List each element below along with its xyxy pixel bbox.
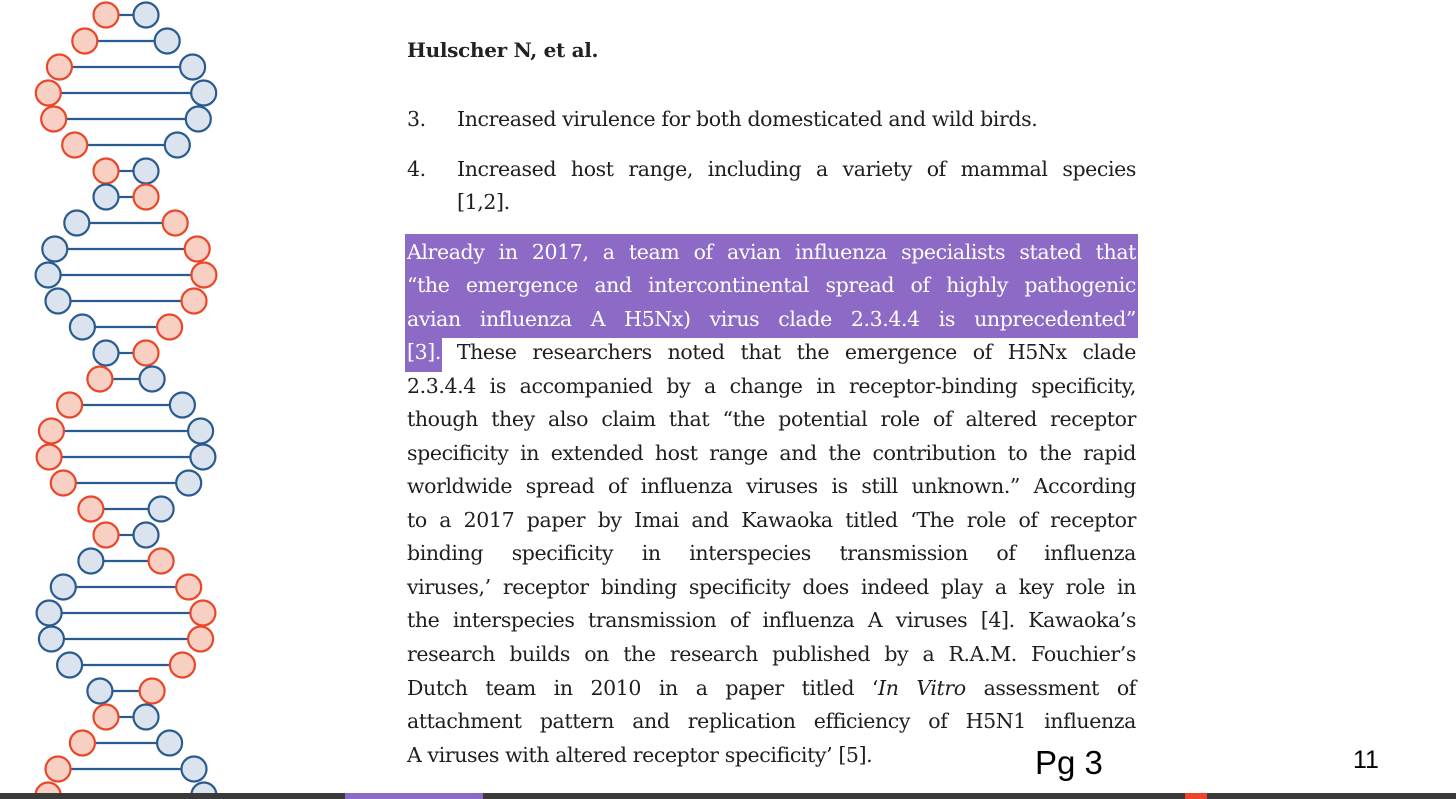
dna-node — [134, 159, 159, 184]
dna-node — [188, 419, 213, 444]
list-item-text: [1,2]. — [457, 190, 510, 214]
italic-title: In Vitro — [878, 676, 966, 700]
paragraph-line-selected[interactable]: avian influenza A H5Nx) virus clade 2.3.4.4 is unprecedented” — [407, 307, 1136, 331]
dna-node — [157, 731, 182, 756]
list-item-text: Increased host range, including a variety of mammal species — [457, 157, 1136, 181]
dna-node — [57, 653, 82, 678]
dna-node — [36, 263, 61, 288]
page-number: 11 — [1353, 746, 1379, 774]
dna-node — [46, 289, 71, 314]
dna-node — [47, 55, 72, 80]
dna-node — [140, 367, 165, 392]
dna-node — [157, 315, 182, 340]
dna-node — [155, 29, 180, 54]
dna-node — [36, 81, 61, 106]
dna-node — [37, 445, 62, 470]
dna-node — [140, 679, 165, 704]
dna-node — [70, 315, 95, 340]
dna-node — [46, 757, 71, 782]
paragraph-line: to a 2017 paper by Imai and Kawaoka titled ‘The role of receptor — [407, 508, 1136, 532]
paragraph-line: attachment pattern and replication efficiency of H5N1 influenza — [407, 709, 1136, 733]
taskbar — [0, 793, 1456, 799]
paragraph-line-selected[interactable]: “the emergence and intercontinental spread of highly pathogenic — [407, 273, 1136, 297]
dna-node — [186, 107, 211, 132]
dna-node — [134, 3, 159, 28]
dna-node — [51, 575, 76, 600]
paragraph-line-text: Dutch team in 2010 in a paper titled ‘ — [407, 676, 878, 700]
dna-node — [37, 601, 62, 626]
dna-node — [165, 133, 190, 158]
dna-node — [170, 653, 195, 678]
dna-node — [94, 705, 119, 730]
dna-node — [176, 471, 201, 496]
dna-node — [39, 419, 64, 444]
dna-node — [62, 133, 87, 158]
dna-node — [94, 3, 119, 28]
dna-node — [94, 159, 119, 184]
list-item-number: 4. — [407, 157, 426, 181]
paragraph-line — [407, 335, 1136, 369]
dna-node — [134, 341, 159, 366]
dna-helix-icon — [0, 0, 230, 799]
paragraph-line: worldwide spread of influenza viruses is still unknown.” According — [407, 474, 1136, 498]
paragraph-line-text: assessment of — [965, 676, 1136, 700]
paragraph-selected-tail[interactable]: [3]. — [407, 340, 441, 364]
dna-node — [182, 289, 207, 314]
running-header: Hulscher N, et al. — [407, 38, 599, 62]
dna-node — [180, 55, 205, 80]
dna-node — [191, 81, 216, 106]
paragraph-line: viruses,’ receptor binding specificity does indeed play a key role in — [407, 575, 1136, 599]
dna-node — [42, 237, 67, 262]
paragraph-line-text: These researchers noted that the emergence of H5Nx clade — [440, 340, 1136, 364]
dna-node — [78, 549, 103, 574]
dna-node — [163, 211, 188, 236]
dna-node — [185, 237, 210, 262]
dna-node — [72, 29, 97, 54]
taskbar-active-item[interactable] — [345, 793, 483, 799]
dna-node — [94, 185, 119, 210]
dna-node — [134, 705, 159, 730]
paragraph-line: the interspecies transmission of influenza A viruses [4]. Kawaoka’s — [407, 608, 1136, 632]
list-item-number: 3. — [407, 107, 426, 131]
dna-node — [51, 471, 76, 496]
paragraph-line — [407, 671, 1136, 705]
paragraph-line: research builds on the research published by a R.A.M. Fouchier’s — [407, 642, 1136, 666]
dna-node — [134, 523, 159, 548]
dna-node — [149, 549, 174, 574]
paragraph-line: A viruses with altered receptor specificity’ [5]. — [407, 743, 873, 767]
dna-node — [57, 393, 82, 418]
dna-node — [176, 575, 201, 600]
dna-node — [78, 497, 103, 522]
dna-node — [94, 523, 119, 548]
paragraph-line: 2.3.4.4 is accompanied by a change in receptor-binding specificity, — [407, 374, 1136, 398]
paragraph-line: specificity in extended host range and the contribution to the rapid — [407, 441, 1136, 465]
taskbar-record-indicator[interactable] — [1185, 793, 1207, 799]
page-label: Pg 3 — [1035, 744, 1103, 781]
dna-node — [134, 185, 159, 210]
dna-node — [64, 211, 89, 236]
dna-node — [191, 263, 216, 288]
dna-node — [39, 627, 64, 652]
dna-node — [190, 601, 215, 626]
paragraph-line-selected[interactable]: Already in 2017, a team of avian influenza specialists stated that — [407, 240, 1136, 264]
dna-node — [70, 731, 95, 756]
paragraph-line: binding specificity in interspecies transmission of influenza — [407, 541, 1136, 565]
dna-node — [87, 679, 112, 704]
dna-node — [149, 497, 174, 522]
list-item-text: Increased virulence for both domesticated and wild birds. — [457, 107, 1038, 131]
dna-node — [170, 393, 195, 418]
dna-node — [87, 367, 112, 392]
dna-node — [182, 757, 207, 782]
dna-node — [94, 341, 119, 366]
dna-node — [190, 445, 215, 470]
paragraph-line: though they also claim that “the potential role of altered receptor — [407, 407, 1136, 431]
dna-node — [41, 107, 66, 132]
dna-node — [188, 627, 213, 652]
